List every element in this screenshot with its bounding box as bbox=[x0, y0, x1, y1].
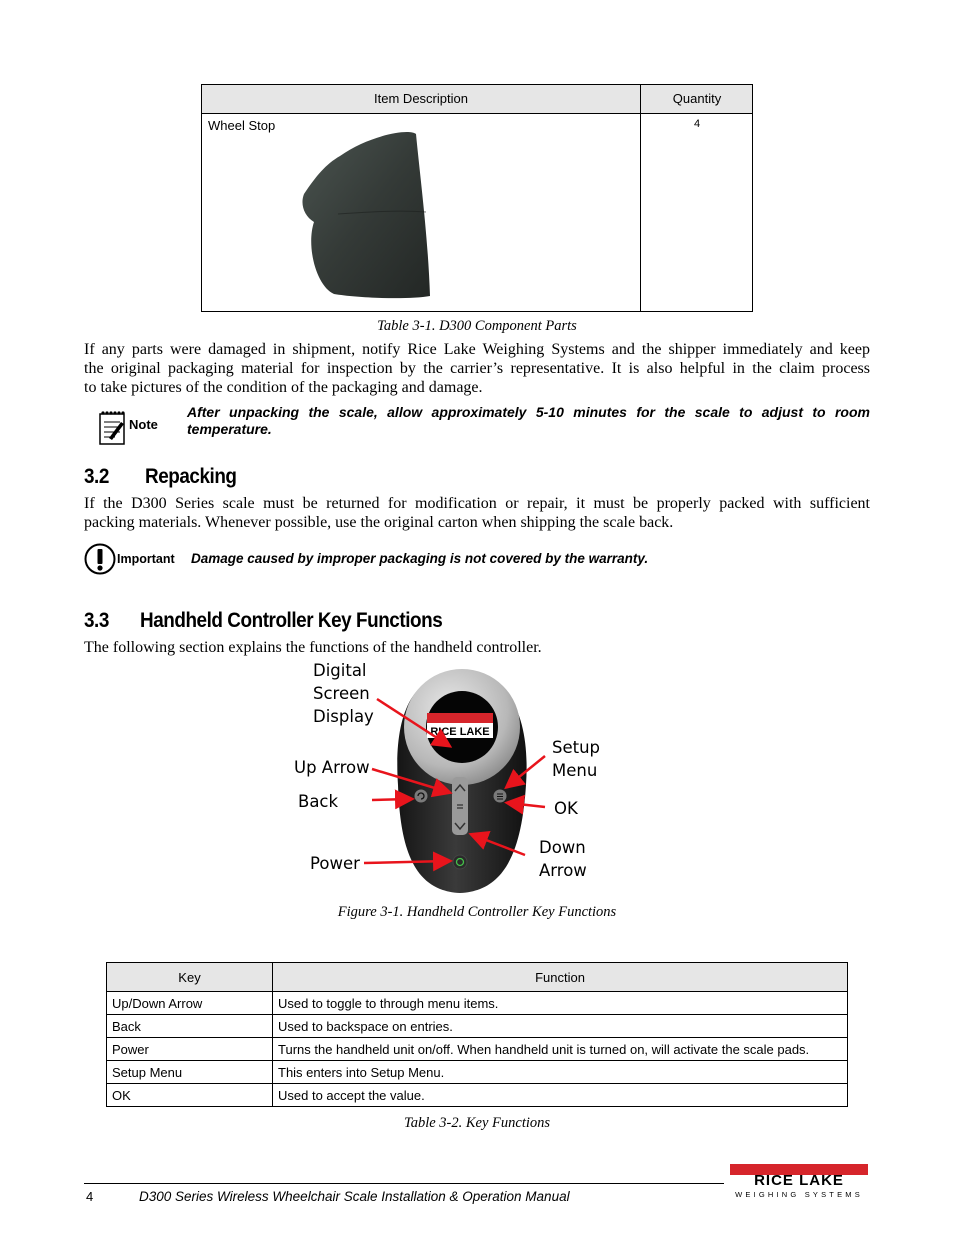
arrow-to-down bbox=[473, 835, 525, 855]
note-callout bbox=[97, 408, 167, 448]
arrow-to-up bbox=[372, 769, 448, 792]
section-3-3-intro: The following section explains the functions of the handheld controller. bbox=[84, 639, 542, 656]
table-row bbox=[107, 1038, 848, 1061]
logo-name: RICE LAKE bbox=[754, 1172, 844, 1189]
label-screen: Screen bbox=[313, 684, 370, 703]
arrow-to-power bbox=[364, 861, 448, 863]
note-text-line-1: After unpacking the scale, allow approximately 5-10 minutes for the scale to adjust to room bbox=[187, 404, 870, 420]
arrow-to-setup bbox=[508, 756, 545, 786]
wheel-stop-image bbox=[298, 126, 438, 306]
label-setup-menu bbox=[552, 736, 600, 782]
key-cell: Setup Menu bbox=[107, 1061, 273, 1084]
table-row bbox=[107, 1015, 848, 1038]
label-digital: Digital bbox=[313, 661, 367, 680]
function-cell: This enters into Setup Menu. bbox=[273, 1061, 848, 1084]
table-3-2-caption: Table 3-2. Key Functions bbox=[403, 1115, 551, 1131]
header-item-description: Item Description bbox=[374, 91, 468, 106]
arrow-to-screen bbox=[377, 699, 448, 745]
key-cell: OK bbox=[107, 1084, 273, 1107]
repacking-paragraph bbox=[84, 494, 870, 532]
figure-3-1-caption: Figure 3-1. Handheld Controller Key Functions bbox=[337, 904, 617, 920]
note-label: Note bbox=[129, 417, 158, 432]
function-cell: Turns the handheld unit on/off. When handheld unit is turned on, will activate the scale pads. bbox=[273, 1038, 848, 1061]
label-down-arrow bbox=[539, 836, 587, 882]
key-cell: Up/Down Arrow bbox=[107, 992, 273, 1015]
function-cell: Used to accept the value. bbox=[273, 1084, 848, 1107]
label-menu: Menu bbox=[552, 761, 598, 780]
header-function: Function bbox=[273, 963, 848, 992]
repacking-line-2: packing materials. Whenever possible, use the original carton when shipping the scale back. bbox=[84, 514, 674, 531]
label-power: Power bbox=[310, 854, 360, 873]
damage-paragraph-line-3: to take pictures of the condition of the packaging and damage. bbox=[84, 379, 483, 396]
key-cell: Back bbox=[107, 1015, 273, 1038]
logo-subtitle: WEIGHING SYSTEMS bbox=[735, 1190, 863, 1199]
damage-paragraph-line-2: the original packaging material for inspection by the carrier’s representative. It is also helpful in the claim process bbox=[84, 360, 870, 377]
table-row bbox=[107, 992, 848, 1015]
function-cell: Used to backspace on entries. bbox=[273, 1015, 848, 1038]
repacking-line-1: If the D300 Series scale must be returned for modification or repair, it must be properly packed with sufficient bbox=[84, 495, 870, 512]
label-back: Back bbox=[298, 792, 339, 811]
section-3-3-number: 3.3 bbox=[84, 609, 109, 632]
function-cell: Used to toggle to through menu items. bbox=[273, 992, 848, 1015]
screen-logo-text: RICE LAKE bbox=[430, 726, 490, 738]
section-3-2-title: Repacking bbox=[145, 465, 237, 488]
label-up-arrow: Up Arrow bbox=[294, 758, 370, 777]
rice-lake-logo bbox=[730, 1164, 868, 1204]
component-parts-table bbox=[201, 84, 753, 312]
arrow-to-ok bbox=[509, 803, 545, 807]
table-row bbox=[107, 1061, 848, 1084]
important-callout bbox=[84, 543, 194, 577]
important-label: Important bbox=[117, 552, 175, 566]
label-arrow: Arrow bbox=[539, 861, 587, 880]
label-display: Display bbox=[313, 707, 374, 726]
notepad-icon bbox=[97, 408, 127, 446]
header-key: Key bbox=[107, 963, 273, 992]
label-ok: OK bbox=[554, 799, 578, 818]
table-3-1-caption: Table 3-1. D300 Component Parts bbox=[377, 318, 577, 334]
section-3-3-title: Handheld Controller Key Functions bbox=[140, 609, 443, 632]
key-cell: Power bbox=[107, 1038, 273, 1061]
note-text bbox=[187, 404, 870, 438]
wheel-stop-label: Wheel Stop bbox=[208, 118, 276, 133]
header-quantity: Quantity bbox=[672, 91, 722, 106]
label-digital-screen-display bbox=[313, 659, 374, 728]
key-functions-table bbox=[106, 962, 848, 1107]
important-text: Damage caused by improper packaging is not covered by the warranty. bbox=[191, 551, 649, 566]
footer-divider bbox=[84, 1183, 724, 1184]
table-row bbox=[107, 1084, 848, 1107]
section-3-2-number: 3.2 bbox=[84, 465, 109, 488]
damage-paragraph bbox=[84, 340, 870, 397]
wheel-stop-quantity: 4 bbox=[693, 118, 701, 130]
arrow-to-back bbox=[372, 799, 410, 800]
exclamation-icon bbox=[84, 543, 116, 575]
manual-title: D300 Series Wireless Wheelchair Scale Installation & Operation Manual bbox=[139, 1189, 570, 1204]
controller-figure bbox=[280, 655, 640, 900]
page-number: 4 bbox=[86, 1189, 94, 1204]
damage-paragraph-line-1: If any parts were damaged in shipment, notify Rice Lake Weighing Systems and the shipper immediately and keep bbox=[84, 341, 870, 358]
label-down: Down bbox=[539, 838, 586, 857]
table-header-row bbox=[107, 963, 848, 992]
note-text-line-2: temperature. bbox=[187, 421, 272, 437]
label-setup: Setup bbox=[552, 738, 601, 757]
